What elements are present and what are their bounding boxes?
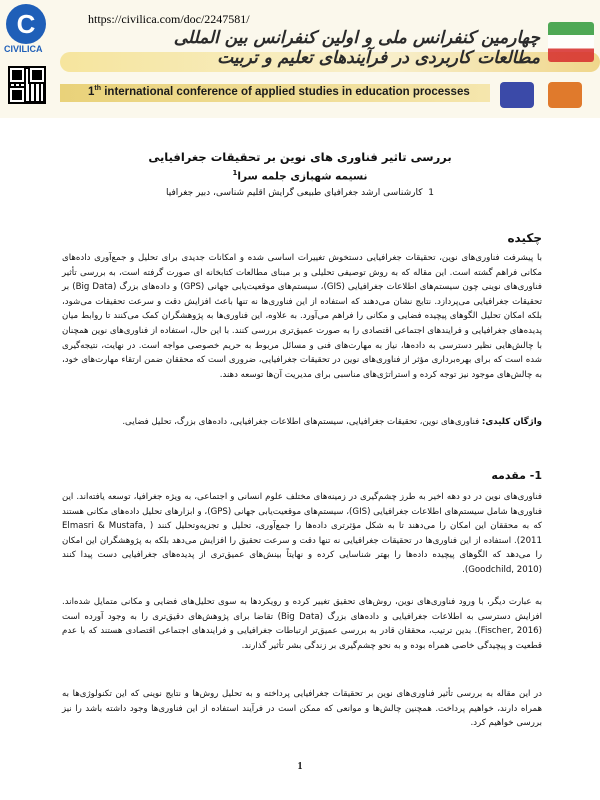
qr-finder bbox=[30, 68, 44, 82]
conference-ordinal: 1 bbox=[88, 85, 95, 98]
abstract-text: با پیشرفت فناوری‌های نوین، تحقیقات جغرافیایی دستخوش تغییرات اساسی شده و امکانات جدیدی برای تحلیل و جمع‌آوری داده‌های مکانی فراهم گشته است. این مقاله که به روش توصیفی تحلیلی و بر مبنای مطالعات کتابخانه ای صورت گرفته است، به بررسی تأثیر فناوری‌های نوینی چون سیستم‌های اطلاعات جغرافیایی (GIS)، سیستم‌های موقعیت‌یابی جهانی (GPS) و داده‌های بزرگ (Big Data) بر تحقیقات جغرافیایی می‌پردازد. نتایج نشان می‌دهند که استفاده از این فناوری‌ها نه تنها باعث افزایش دقت و سرعت تحقیقات می‌شود، بلکه امکان تحلیل الگوهای پیچیده فضایی و مکانی را فراهم می‌آورد. به علاوه، این فناوری‌ها به پژوهشگران کمک می‌کنند تا روابط میان پدیده‌های جغرافیایی و فرایندهای اجتماعی اقتصادی را به صورت عمیق‌تری بررسی کنند. با این حال، استفاده از فناوری‌های نوین همچنان با چالش‌هایی نظیر دسترسی به داده‌ها، نیاز به مهارت‌های فنی و مسائل مربوط به حریم خصوصی مواجه است. در نهایت، نتیجه‌گیری شده است که برای بهره‌برداری مؤثر از فناوری‌های نوین در تحقیقات جغرافیایی، ضروری است که محققان ضمن ارتقاء مهارت‌های خود، به چالش‌های موجود نیز توجه کرده و استراتژی‌های مناسبی برای مدیریت آن‌ها توسعه دهند. bbox=[62, 253, 543, 380]
civilica-logo[interactable] bbox=[6, 4, 46, 44]
affiliation-number: 1 bbox=[428, 188, 434, 198]
intro-paragraph-2: به عبارت دیگر، با ورود فناوری‌های نوین، روش‌های تحقیق تغییر کرده و رویکردها به سوی تحلیل‌های فضایی و مکانی متمایل شده‌اند. افزایش دسترسی به اطلاعات جغرافیایی و داده‌های بزرگ (Big Data) تقاضا برای پژوهش‌های دقیق‌تری را به وجود آورده است (Fischer, 2016). بدین ترتیب، محققان قادر به بررسی عمیق‌تر ارتباطات جغرافیایی و فرایندهای اجتماعی اقتصادی هستند که با عدم قطعیت و پیچیدگی خاصی همراه بوده و به نحو چشم‌گیری بر زندگی بشر تأثیر گذارند. bbox=[62, 597, 542, 651]
keywords-line bbox=[62, 417, 542, 427]
paper-affiliation bbox=[60, 188, 540, 198]
paper-title: بررسی تاثیر فناوری های نوین بر تحقیقات جغرافیایی bbox=[148, 150, 452, 164]
conference-title-en bbox=[88, 85, 470, 98]
intro-heading: 1- مقدمه bbox=[491, 469, 542, 482]
document-url[interactable]: https://civilica.com/doc/2247581/ bbox=[88, 12, 250, 26]
sponsor-logo bbox=[548, 82, 582, 108]
author-name: نسیمه شهبازی جلمه سرا bbox=[237, 170, 368, 183]
paper-author bbox=[60, 169, 540, 183]
author-superscript: 1 bbox=[232, 169, 238, 177]
civilica-logo-text: CIVILICA bbox=[4, 44, 43, 54]
keywords-text: فناوری‌های نوین، تحقیقات جغرافیایی، سیستم‌های اطلاعات جغرافیایی، داده‌های بزرگ، تحلیل فضایی. bbox=[122, 417, 480, 427]
qr-finder bbox=[10, 68, 24, 82]
sponsor-logo bbox=[500, 82, 534, 108]
conference-ordinal-suffix: th bbox=[94, 85, 102, 92]
civilica-logo-letter: C bbox=[16, 8, 36, 39]
keywords-label: واژگان کلیدی: bbox=[481, 417, 542, 427]
intro-paragraph-3: در این مقاله به بررسی تأثیر فناوری‌های نوین بر تحقیقات جغرافیایی پرداخته و به تحلیل روش‌ها و نتایج نوینی که این تکنولوژی‌ها به همراه دارند، خواهیم پرداخت. همچنین چالش‌ها و موانعی که ممکن است در فرآیند استفاده از این فناوری‌ها وجود داشته باشد را نیز بررسی خواهیم کرد. bbox=[62, 689, 542, 729]
affiliation-text: کارشناسی ارشد جغرافیای طبیعی گرایش اقلیم شناسی، دبیر جغرافیا bbox=[166, 188, 423, 198]
conference-title-fa: چهارمین کنفرانس ملی و اولین کنفرانس بین المللی مطالعات کاربردی در فرآیندهای تعلیم و تربیت bbox=[173, 28, 540, 68]
conference-title-en-text: international conference of applied studies in education processes bbox=[104, 85, 470, 98]
qr-code bbox=[8, 66, 46, 104]
iran-flag-emblem bbox=[548, 22, 594, 62]
page-number: 1 bbox=[297, 761, 303, 772]
qr-finder bbox=[10, 88, 24, 102]
intro-paragraph-1: فناوری‌های نوین در دو دهه اخیر به طرز چشم‌گیری در زمینه‌های مختلف علوم انسانی و اجتماعی، به ویژه جغرافیا، توسعه یافته‌اند. این فناوری‌ها شامل سیستم‌های اطلاعات جغرافیایی (GIS)، سیستم‌های موقعیت‌یابی جهانی (GPS)، و ابزارهای تحلیل داده‌های مکانی هستند که به محققان این امکان را می‌دهند تا به شکل مؤثرتری داده‌ها را جمع‌آوری، تحلیل و تجزیه‌وتحلیل کنند ( Elmasri & Mustafa, 2011). استفاده از این فناوری‌ها در تحقیقات جغرافیایی نه تنها دقت و سرعت تحقیق را افزایش می‌دهد بلکه به پژوهشگران این امکان را می‌دهد که الگوهای پیچیده داده‌ها را بهتر شناسایی کرده و نهایتاً بینش‌های عمیق‌تری از پدیده‌های جغرافیایی دست پیدا کنند (Goodchild, 2010). bbox=[62, 492, 543, 575]
abstract-heading: چکیده bbox=[507, 231, 542, 245]
